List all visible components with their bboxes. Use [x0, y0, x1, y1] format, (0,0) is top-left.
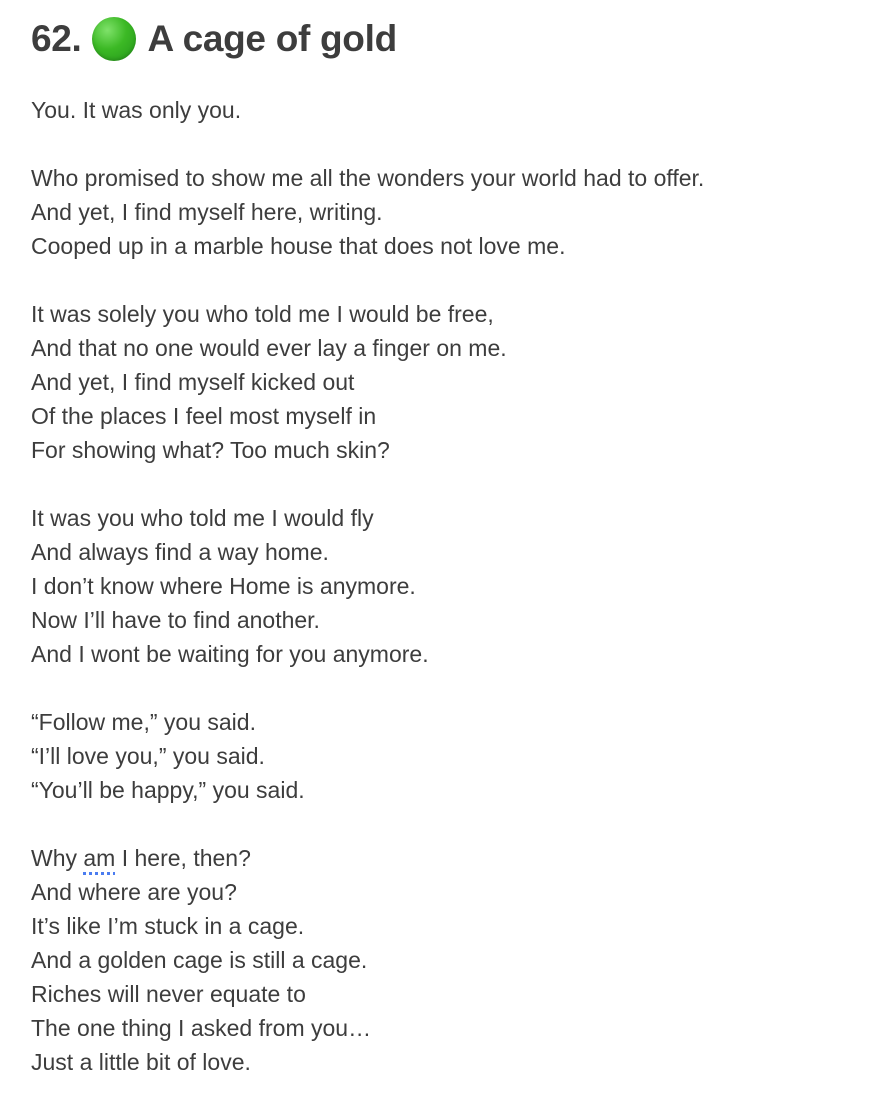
note-body[interactable]: [31, 93, 864, 1079]
poem-line: And a golden cage is still a cage.: [31, 947, 368, 973]
poem-line: Who promised to show me all the wonders your world had to offer.: [31, 165, 705, 191]
poem-line: The one thing I asked from you…: [31, 1015, 372, 1041]
poem-line: Just a little bit of love.: [31, 1049, 251, 1075]
stanza-6: [31, 841, 864, 1079]
poem-line: It was solely you who told me I would be free,: [31, 301, 494, 327]
poem-line: “I’ll love you,” you said.: [31, 743, 265, 769]
poem-line: Of the places I feel most myself in: [31, 403, 377, 429]
green-circle-icon: [92, 17, 136, 61]
stanza-1: [31, 93, 864, 127]
poem-line: It was you who told me I would fly: [31, 505, 374, 531]
poem-line: Cooped up in a marble house that does not love me.: [31, 233, 566, 259]
stanza-5: [31, 705, 864, 807]
line-prefix: Why: [31, 845, 84, 871]
poem-line: I don’t know where Home is anymore.: [31, 573, 416, 599]
poem-line: Now I’ll have to find another.: [31, 607, 320, 633]
poem-line-with-spellcheck: [31, 841, 864, 875]
poem-line: It’s like I’m stuck in a cage.: [31, 913, 305, 939]
poem-line: And where are you?: [31, 879, 237, 905]
poem-line: And yet, I find myself here, writing.: [31, 199, 383, 225]
line-suffix: I here, then?: [115, 845, 251, 871]
poem-line: And always find a way home.: [31, 539, 329, 565]
title-number: 62.: [31, 18, 82, 59]
stanza-4: [31, 501, 864, 671]
note-title: [31, 14, 864, 64]
poem-line: “You’ll be happy,” you said.: [31, 777, 305, 803]
note-document[interactable]: [31, 14, 864, 1079]
spellcheck-flagged-word[interactable]: am: [83, 845, 116, 871]
poem-line: And I wont be waiting for you anymore.: [31, 641, 429, 667]
poem-line: And yet, I find myself kicked out: [31, 369, 355, 395]
stanza-2: [31, 161, 864, 263]
title-text: A cage of gold: [147, 18, 397, 59]
poem-line: Riches will never equate to: [31, 981, 306, 1007]
poem-line: And that no one would ever lay a finger on me.: [31, 335, 507, 361]
poem-line: For showing what? Too much skin?: [31, 437, 390, 463]
poem-line: “Follow me,” you said.: [31, 709, 256, 735]
poem-line: You. It was only you.: [31, 97, 242, 123]
stanza-3: [31, 297, 864, 467]
